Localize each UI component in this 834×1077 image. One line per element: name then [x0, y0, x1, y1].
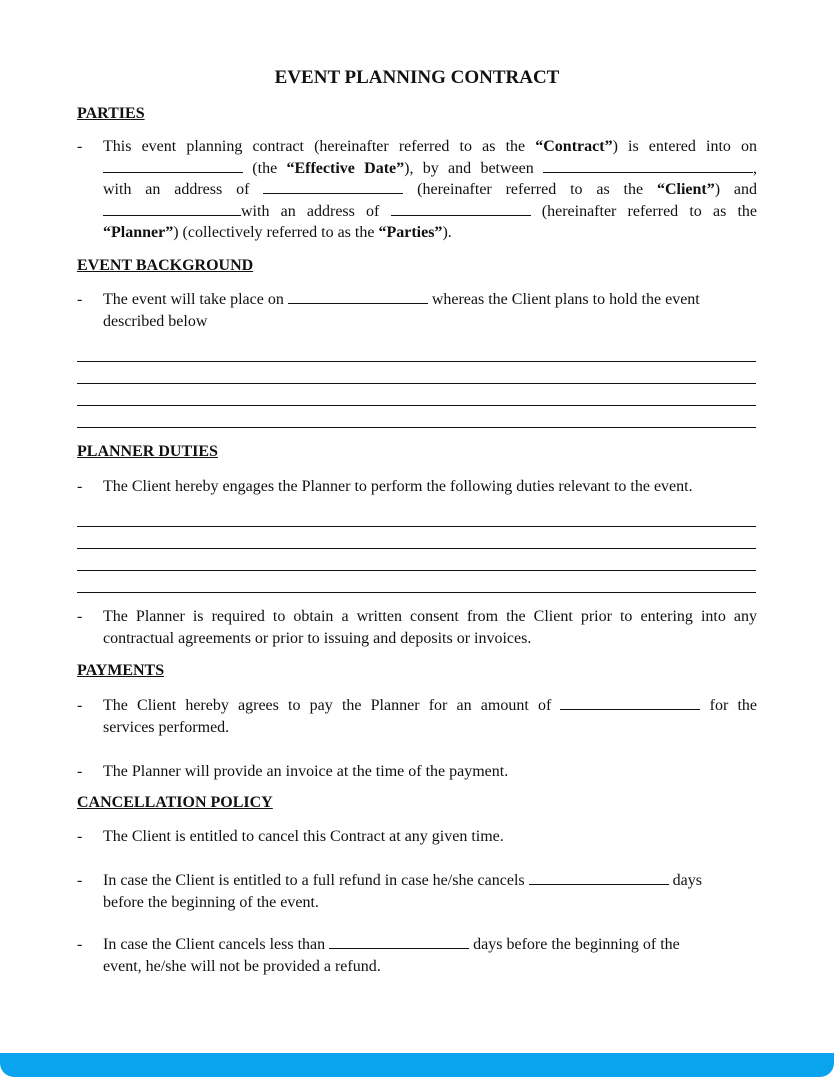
section-heading-planner-duties: PLANNER DUTIES: [77, 443, 218, 460]
refund-days-blank[interactable]: [529, 870, 669, 885]
list-dash: -: [77, 478, 83, 495]
payments-item-2: The Planner will provide an invoice at the time of the payment.: [103, 763, 509, 780]
no-refund-days-blank[interactable]: [329, 934, 469, 949]
background-paragraph: The event will take place on whereas the Client plans to hold the event described below: [103, 291, 700, 330]
planner-name-blank[interactable]: [103, 201, 241, 216]
event-date-blank[interactable]: [288, 289, 428, 304]
parties-paragraph: This event planning contract (hereinafter referred to as the “Contract”) is entered into on (the “Effective Date”), by and between , with an address of (hereinafter referred to as the “Client”) and with an address of (hereinafter referred to as the “Planner”) (collectively referred to as the “Parties”).: [103, 138, 758, 241]
list-dash: -: [77, 608, 83, 625]
duties-line[interactable]: [77, 548, 756, 549]
document-title: EVENT PLANNING CONTRACT: [274, 67, 560, 88]
list-dash: -: [77, 697, 83, 714]
section-heading-payments: PAYMENTS: [77, 662, 165, 679]
payments-item-1: The Client hereby agrees to pay the Planner for an amount of for the services performed.: [103, 697, 758, 736]
duties-line[interactable]: [77, 592, 756, 593]
duties-line[interactable]: [77, 526, 756, 527]
cancellation-item-1: The Client is entitled to cancel this Contract at any given time.: [103, 828, 504, 845]
client-address-blank[interactable]: [263, 179, 403, 194]
section-heading-event-background: EVENT BACKGROUND: [77, 257, 254, 274]
duties-item-2: The Planner is required to obtain a written consent from the Client prior to entering into any contractual agreements or prior to issuing and deposits or invoices.: [103, 608, 757, 647]
list-dash: -: [77, 138, 83, 155]
amount-blank[interactable]: [560, 695, 700, 710]
section-heading-cancellation-policy: CANCELLATION POLICY: [77, 794, 273, 811]
event-description-line[interactable]: [77, 405, 756, 406]
client-name-blank[interactable]: [543, 158, 753, 173]
event-description-line[interactable]: [77, 427, 756, 428]
planner-address-blank[interactable]: [391, 201, 531, 216]
effective-date-blank[interactable]: [103, 158, 243, 173]
duties-item-1: The Client hereby engages the Planner to perform the following duties relevant to the event.: [103, 478, 693, 495]
list-dash: -: [77, 936, 83, 953]
cancellation-item-2: In case the Client is entitled to a full refund in case he/she cancels days before the beginning of the event.: [103, 872, 702, 911]
cancellation-item-3: In case the Client cancels less than days before the beginning of the event, he/she will not be provided a refund.: [103, 936, 680, 975]
section-heading-parties: PARTIES: [77, 105, 145, 122]
event-description-line[interactable]: [77, 361, 756, 362]
list-dash: -: [77, 872, 83, 889]
list-dash: -: [77, 828, 83, 845]
footer-accent-bar: [0, 1053, 834, 1077]
list-dash: -: [77, 291, 83, 308]
duties-line[interactable]: [77, 570, 756, 571]
list-dash: -: [77, 763, 83, 780]
event-description-line[interactable]: [77, 383, 756, 384]
